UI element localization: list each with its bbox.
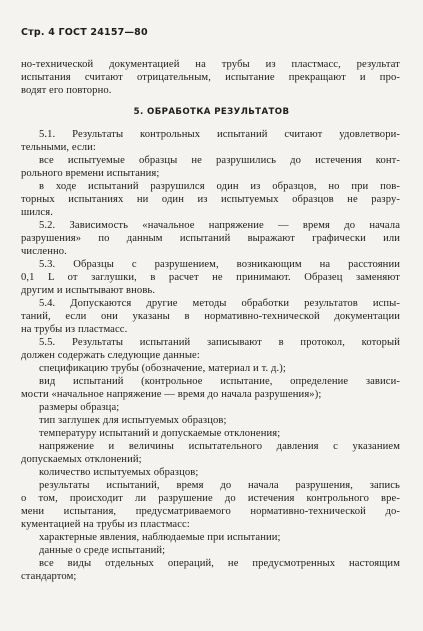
text-line: 5.3. Образцы с разрушением, возникающим на расстоянии (39, 259, 400, 270)
text-line: напряжение и величины испытательного давления с указанием (39, 441, 400, 452)
text-line: 5.4. Допускаются другие методы обработки результатов испы- (39, 298, 400, 309)
text-line: размеры образца; (39, 402, 120, 413)
text-line: температуру испытаний и допускаемые отклонения; (39, 428, 281, 439)
text-line: мени испытания, предусматриваемого нормативно-технической до- (21, 506, 400, 517)
text-line: все виды отдельных операций, не предусмотренных настоящим (39, 558, 400, 569)
text-line: данные о среде испытаний; (39, 545, 166, 556)
text-line: 0,1 L от заглушки, в расчет не принимают. Образец заменяют (21, 272, 400, 283)
text-line: тельными, если: (21, 142, 96, 153)
text-line: стандартом; (21, 571, 77, 582)
text-line: водят его повторно. (21, 85, 112, 96)
page-header: Стр. 4 ГОСТ 24157—80 (21, 27, 148, 38)
text-line: допускаемых отклонений; (21, 454, 142, 465)
text-line: 5.5. Результаты испытаний записывают в протокол, который (39, 337, 400, 348)
text-line: все испытуемые образцы не разрушились до истечения конт- (39, 155, 400, 166)
text-line: характерные явления, наблюдаемые при испытании; (39, 532, 281, 543)
text-line: испытания считают отрицательным, испытание прекращают и про- (21, 72, 400, 83)
text-line: вид испытаний (контрольное испытание, определение зависи- (39, 376, 400, 387)
text-line: другим и испытывают вновь. (21, 285, 156, 296)
text-line: мости «начальное напряжение — время до начала разрушения»); (21, 389, 322, 400)
text-line: торных испытаниях ни один из испытуемых образцов не разру- (21, 194, 400, 205)
text-line: численно. (21, 246, 67, 257)
text-line: кументацией на трубы из пластмасс: (21, 519, 190, 530)
text-line: результаты испытаний, время до начала разрушения, запись (39, 480, 400, 491)
text-line: количество испытуемых образцов; (39, 467, 199, 478)
text-line: 5.1. Результаты контрольных испытаний считают удовлетвори- (39, 129, 400, 140)
text-line: в ходе испытаний разрушился один из образцов, но при пов- (39, 181, 400, 192)
text-line: тип заглушек для испытуемых образцов; (39, 415, 227, 426)
text-line: 5.2. Зависимость «начальное напряжение — время до начала (39, 220, 400, 231)
text-line: разрушения» по данным испытаний выражают графически или (21, 233, 400, 244)
section-heading: 5. ОБРАБОТКА РЕЗУЛЬТАТОВ (133, 107, 290, 117)
text-line: о том, происходит ли разрушение до истечения контрольного вре- (21, 493, 400, 504)
text-line: шился. (21, 207, 53, 218)
text-line: спецификацию трубы (обозначение, материал и т. д.); (39, 363, 286, 374)
text-line: таний, если они указаны в нормативно-технической документации (21, 311, 400, 322)
text-line: на трубы из пластмасс. (21, 324, 128, 335)
text-line: рольного времени испытания; (21, 168, 160, 179)
text-line: должен содержать следующие данные: (21, 350, 200, 361)
text-line: но-технической документацией на трубы из пластмасс, результат (21, 59, 400, 70)
